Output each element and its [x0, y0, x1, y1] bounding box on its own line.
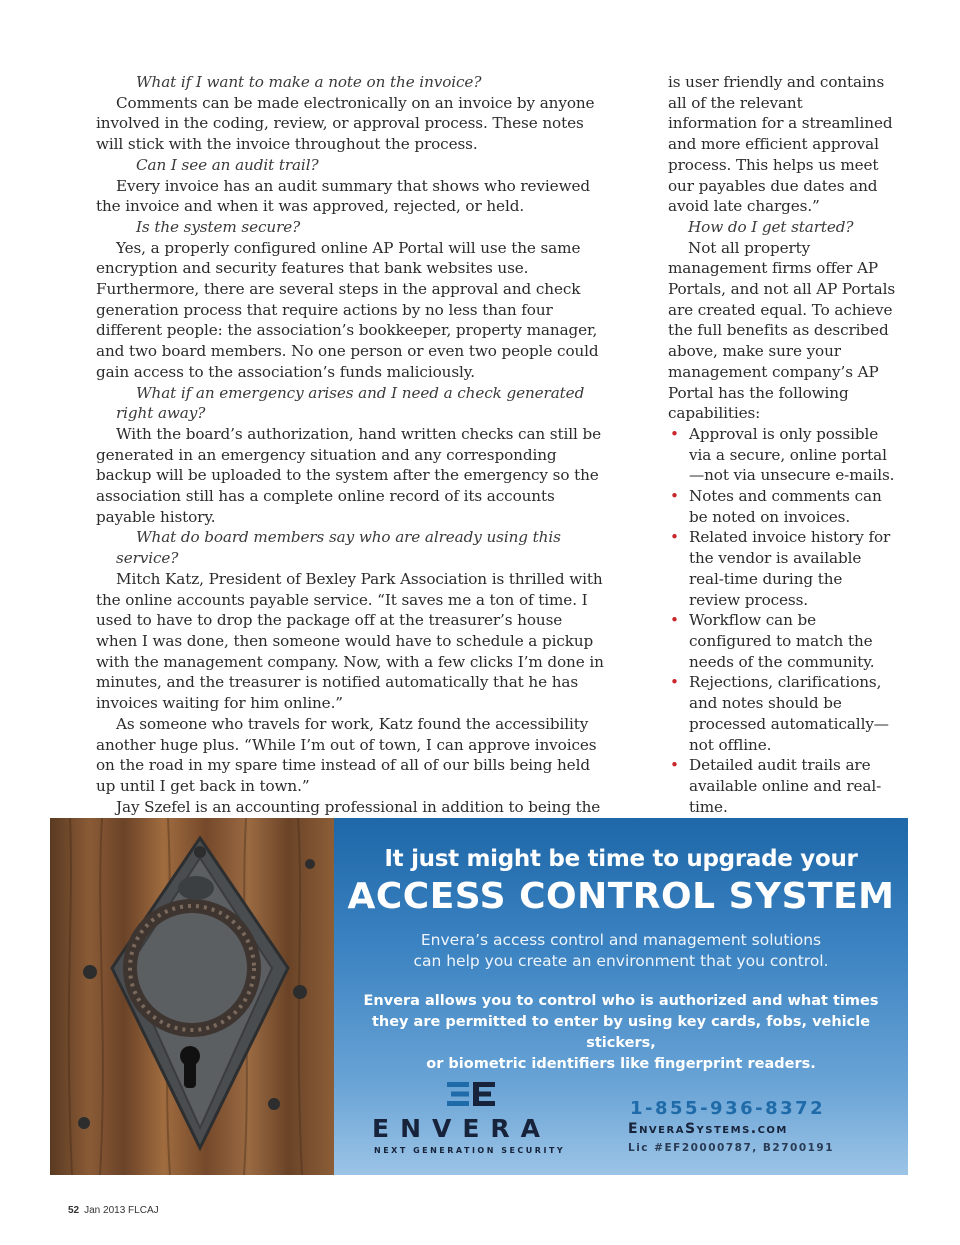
- ad-phone-number[interactable]: 1-855-936-8372: [630, 1098, 826, 1119]
- envera-advertisement[interactable]: [50, 818, 908, 1175]
- envera-logo-icon: [447, 1082, 497, 1106]
- envera-tagline: NEXT GENERATION SECURITY: [374, 1146, 566, 1155]
- paragraph: Comments can be made electronically on an invoice by anyone involved in the coding, review, or approval process. These notes will stick with the invoice throughout the process.: [96, 93, 595, 154]
- paragraph-continuation: is user friendly and contains all of the relevant information for a streamlined and more efficient approval process. This helps us meet our payables due dates and avoid late charges.”: [668, 73, 893, 216]
- list-item: • Related invoice history for the vendor is available real-time during the review process.: [668, 527, 896, 610]
- ad-headline: It just might be time to upgrade your: [384, 846, 858, 872]
- list-item: • Rejections, clarifications, and notes should be processed automatically—not offline.: [668, 672, 896, 755]
- ad-headline-main: ACCESS CONTROL SYSTEM: [347, 876, 895, 917]
- door-knocker-illustration: [50, 818, 334, 1175]
- question-board-members: What do board members say who are already using this service?: [116, 528, 561, 568]
- question-emergency: What if an emergency arises and I need a check generated right away?: [116, 383, 585, 423]
- door-knocker-photo: [50, 818, 334, 1175]
- paragraph: Every invoice has an audit summary that shows who reviewed the invoice and when it was approved, rejected, or held.: [96, 176, 590, 216]
- ad-subtext: Envera’s access control and management solutions can help you create an environment that you control.: [413, 931, 829, 970]
- paragraph: With the board’s authorization, hand written checks can still be generated in an emergency situation and any corresponding backup will be uploaded to the system after the emergency so the association still has a complete online record of its accounts payable history.: [96, 424, 602, 526]
- envera-logo-wordmark: ENVERA: [372, 1114, 552, 1143]
- ad-website-link[interactable]: EnveraSystems.com: [628, 1121, 788, 1137]
- paragraph: Jay Szefel is an accounting professional in addition to being the: [116, 797, 601, 816]
- issue-label: Jan 2013 FLCAJ: [84, 1205, 159, 1216]
- question-get-started: How do I get started?: [688, 217, 854, 236]
- capabilities-list: [668, 424, 896, 817]
- question-invoice-note: What if I want to make a note on the invoice?: [136, 73, 482, 91]
- paragraph: Mitch Katz, President of Bexley Park Association is thrilled with the online accounts payable service. “It saves me a ton of time. I used to have to drop the package off at the treasurer’s house when I was done, then someone would have to schedule a pickup with the management company. Now, with a few clicks I’m done in minutes, and the treasurer is notified automatically that he has invoices waiting for him online.”: [96, 569, 604, 713]
- list-item: • Detailed audit trails are available online and real-time.: [668, 755, 896, 817]
- paragraph: Yes, a properly configured online AP Portal will use the same encryption and security features that bank websites use. Furthermore, there are several steps in the approval and check generation process that require actions by no less than four different people: the association’s bookkeeper, property manager, and two board members. No one person or even two people could gain access to the association’s funds maliciously.: [96, 238, 599, 381]
- paragraph: Not all property management firms offer AP Portals, and not all AP Portals are created equal. To achieve the full benefits as described above, make sure your management company’s AP Portal has the following capabilities:: [668, 238, 896, 423]
- article-left-column: [96, 72, 608, 838]
- article-right-column: [668, 72, 896, 817]
- question-secure: Is the system secure?: [136, 217, 301, 236]
- list-item: • Approval is only possible via a secure, online portal—not via unsecure e-mails.: [668, 424, 896, 486]
- question-audit-trail: Can I see an audit trail?: [136, 155, 319, 174]
- ad-license-number: Lic #EF20000787, B2700191: [628, 1142, 835, 1154]
- page-number: 52: [68, 1205, 80, 1216]
- ad-text-panel: [334, 818, 908, 1175]
- ad-body-text: Envera allows you to control who is authorized and what times they are permitted to enter by using key cards, fobs, vehicle stickers, or biometric identifiers like fingerprint readers.: [363, 993, 879, 1072]
- list-item: • Workflow can be configured to match the needs of the community.: [668, 610, 896, 672]
- page-footer: [68, 1205, 159, 1216]
- list-item: • Notes and comments can be noted on invoices.: [668, 486, 896, 527]
- paragraph: As someone who travels for work, Katz found the accessibility another huge plus. “While I’m out of town, I can approve invoices on the road in my spare time instead of all of our bills being held up until I get back in town.”: [96, 714, 597, 795]
